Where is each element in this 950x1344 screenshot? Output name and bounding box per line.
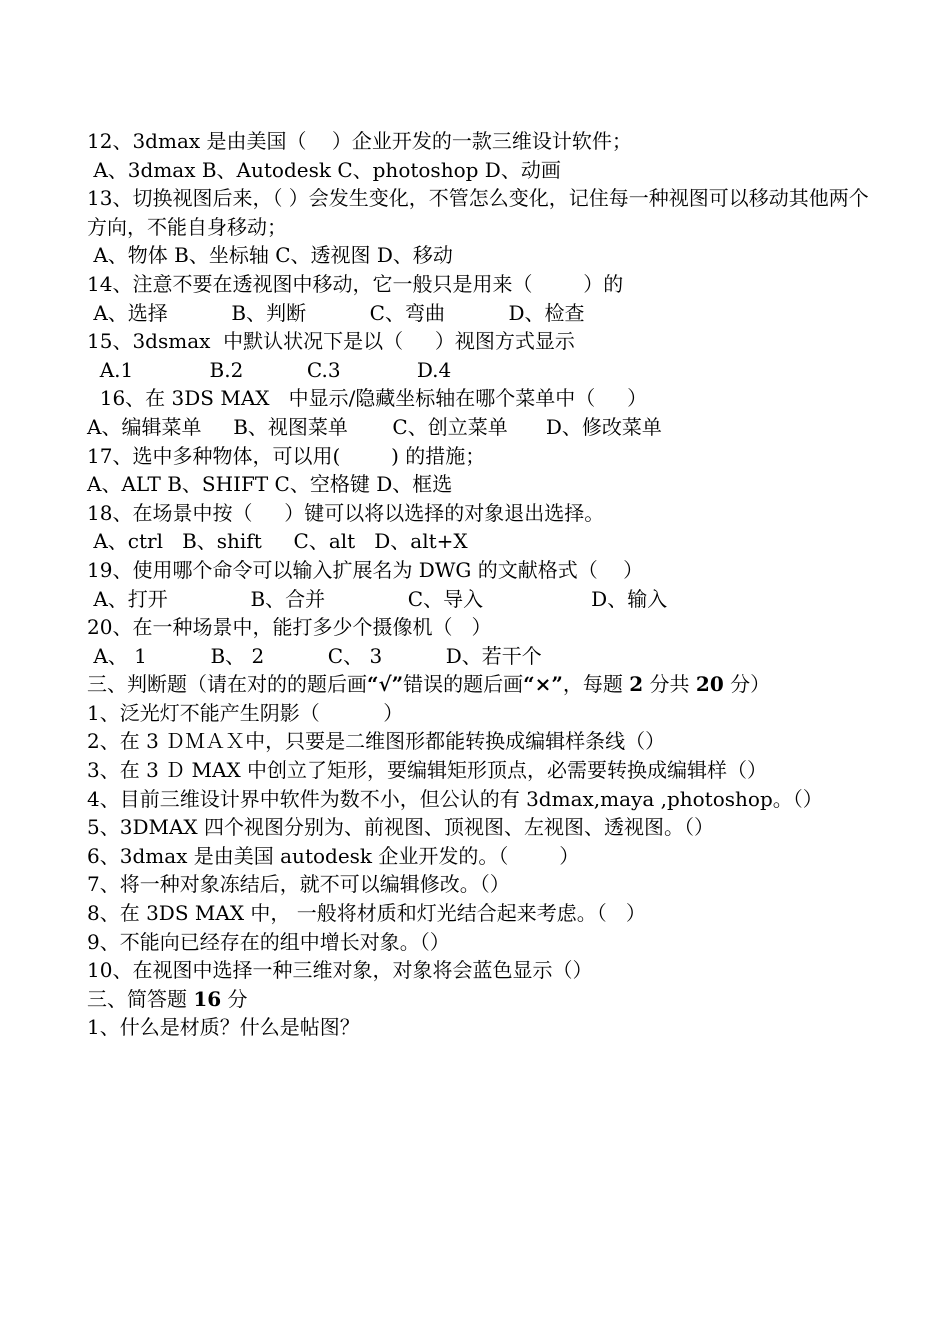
question-17-options: A、ALT B、SHIFT C、空格键 D、框选 — [87, 472, 453, 497]
question-19: 19、使用哪个命令可以输入扩展名为 DWG 的文献格式（ ） — [87, 557, 644, 582]
judge-section-title — [87, 670, 877, 699]
question-12: 12、3dmax 是由美国（ ）企业开发的一款三维设计软件； — [87, 129, 632, 153]
judge-item-8: 8、在 3DS MAX 中， 一般将材质和灯光结合起来考虑。（ ） — [87, 901, 646, 926]
judge-title-part-c: 错误的题后画 — [403, 672, 524, 697]
judge-title-part-e: ，每题 — [562, 672, 630, 697]
short-answer-item-1: 1、什么是材质？什么是帖图？ — [87, 1015, 360, 1040]
question-20: 20、在一种场景中，能打多少个摄像机（ ） — [87, 615, 492, 640]
short-answer-section-title — [87, 985, 877, 1014]
short-title-part-c: 分 — [221, 986, 248, 1011]
judge-title-part-i: 分） — [723, 672, 771, 697]
question-17: 17、选中多种物体，可以用( ) 的措施； — [87, 443, 486, 468]
question-20-options: A、 1 B、 2 C、 3 D、若干个 — [87, 643, 542, 668]
judge-item-7: 7、将一种对象冻结后，就不可以编辑修改。（） — [87, 872, 510, 897]
judge-item-3: 3、在 3 Ｄ MAX 中创立了矩形，要编辑矩形顶点，必需要转换成编辑样（） — [87, 758, 768, 783]
judge-item-1: 1、泛光灯不能产生阴影（ ） — [87, 700, 404, 725]
judge-item-9: 9、不能向已经存在的组中增长对象。（） — [87, 929, 450, 954]
question-16: 16、在 3DS MAX 中显示/隐藏坐标轴在哪个菜单中（ ） — [87, 386, 648, 411]
question-18-options: A、ctrl B、shift C、alt D、alt+X — [87, 529, 468, 554]
question-12-options: A、3dmax B、Autodesk C、photoshop D、动画 — [87, 157, 561, 182]
question-15-options: A.1 B.2 C.3 D.4 — [87, 357, 452, 382]
judge-item-5: 5、3DMAX 四个视图分别为、前视图、顶视图、左视图、透视图。（） — [87, 815, 715, 840]
question-13-options: A、物体 B、坐标轴 C、透视图 D、移动 — [87, 243, 453, 268]
question-15: 15、3dsmax 中默认状况下是以（ ）视图方式显示 — [87, 329, 575, 354]
judge-title-part-a: 三、判断题（请在对的的题后画 — [87, 672, 367, 697]
short-title-part-a: 三、简答题 — [87, 986, 194, 1011]
judge-item-4: 4、目前三维设计界中软件为数不小，但公认的有 3dmax,maya ,photoshop。（） — [87, 786, 823, 811]
judge-title-cross-mark: “×” — [523, 672, 563, 697]
question-18: 18、在场景中按（ ）键可以将以选择的对象退出选择。 — [87, 500, 605, 525]
question-16-options: A、编辑菜单 B、视图菜单 C、创立菜单 D、修改菜单 — [87, 414, 662, 439]
judge-title-points-each: 2 — [629, 672, 644, 697]
judge-item-2: 2、在 3 ＤＭＡＸ中，只要是二维图形都能转换成编辑样条线（） — [87, 729, 666, 754]
exam-content — [87, 127, 877, 1042]
short-title-points: 16 — [193, 986, 222, 1011]
judge-title-points-total: 20 — [695, 672, 724, 697]
judge-item-6: 6、3dmax 是由美国 autodesk 企业开发的。（ ） — [87, 843, 580, 868]
question-14: 14、注意不要在透视图中移动，它一般只是用来（ ）的 — [87, 271, 624, 296]
question-14-options: A、选择 B、判断 C、弯曲 D、检查 — [87, 300, 585, 325]
judge-title-part-g: 分共 — [643, 672, 696, 697]
judge-item-10: 10、在视图中选择一种三维对象，对象将会蓝色显示（） — [87, 958, 593, 983]
question-13: 13、切换视图后来，（ ）会发生变化，不管怎么变化，记住每一种视图可以移动其他两个方向，不能自身移动； — [87, 186, 869, 239]
question-19-options: A、打开 B、合并 C、导入 D、输入 — [87, 586, 668, 611]
judge-title-check-mark: “√” — [367, 672, 404, 697]
